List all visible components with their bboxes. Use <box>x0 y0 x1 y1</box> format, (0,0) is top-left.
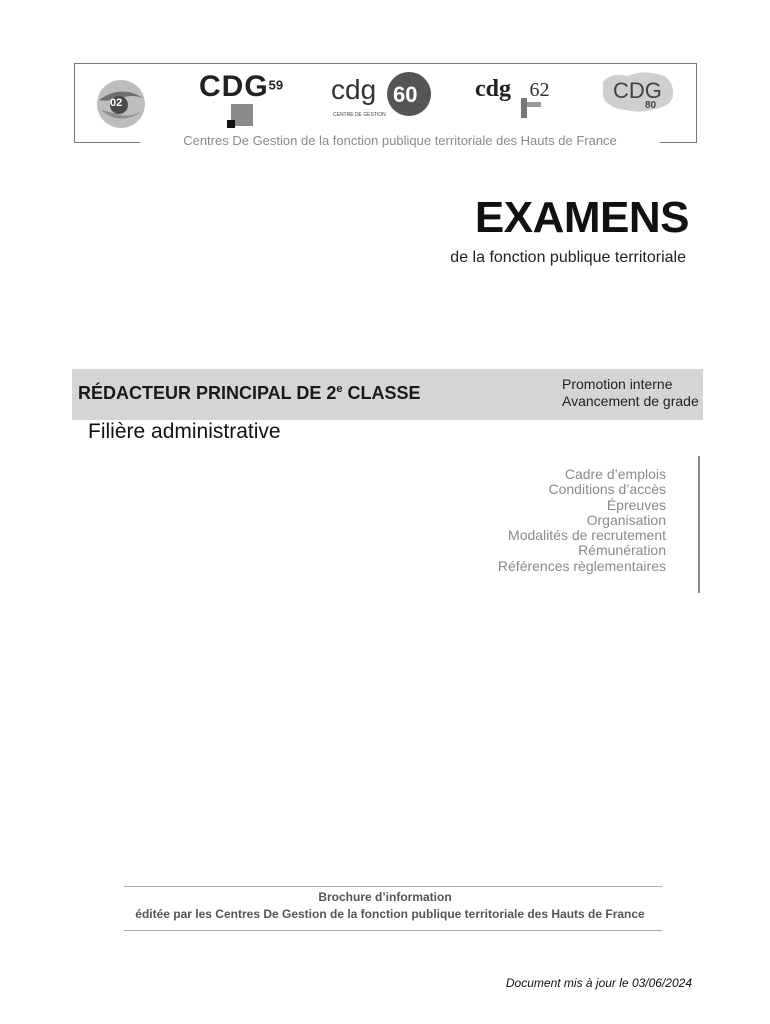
footer-rule-bottom <box>124 930 662 931</box>
cdg59-square-icon <box>227 120 235 128</box>
list-item: Épreuves <box>606 496 666 513</box>
list-item: Conditions d’accès <box>548 481 666 498</box>
cdg80-logo: CDG 80 <box>597 68 677 121</box>
update-date: Document mis à jour le 03/06/2024 <box>505 976 692 990</box>
filiere-label: Filière administrative <box>88 420 281 443</box>
cdg59-logo: CDG$^{59}$ <box>199 70 283 104</box>
cdg02-logo: 02 <box>91 74 151 139</box>
grade-type-line2: Avancement de grade <box>562 393 699 409</box>
footer-line1: Brochure d’information <box>318 890 452 904</box>
list-item: Cadre d’emplois <box>564 466 666 482</box>
footer-rule-top <box>124 886 662 887</box>
grade-title: RÉDACTEUR PRINCIPAL DE 2e CLASSE <box>78 383 421 403</box>
footer-line2: éditée par les Centres De Gestion de la fonction publique territoriale des Hauts de France <box>135 907 645 921</box>
list-item: Organisation <box>586 511 666 528</box>
list-item: Rémunération <box>578 542 666 559</box>
grade-type <box>562 376 699 410</box>
cdg60-logo: cdg 60 CENTRE DE GESTION <box>331 74 376 106</box>
contents-divider <box>698 456 700 593</box>
list-item: Modalités de recrutement <box>508 527 666 544</box>
document-subtitle: de la fonction publique territoriale <box>450 249 686 266</box>
cdg62-bar-icon <box>527 102 541 107</box>
cdg62-mark-icon <box>521 98 527 118</box>
list-item: Références règlementaires <box>497 557 666 574</box>
logo-frame <box>74 63 697 143</box>
document-title: EXAMENS <box>474 193 689 242</box>
grade-type-line1: Promotion interne <box>562 376 673 392</box>
contents-list <box>498 467 666 574</box>
cdg62-logo: cdg 62 <box>475 76 549 103</box>
band-text: Centres De Gestion de la fonction publique territoriale des Hauts de France <box>140 133 660 148</box>
